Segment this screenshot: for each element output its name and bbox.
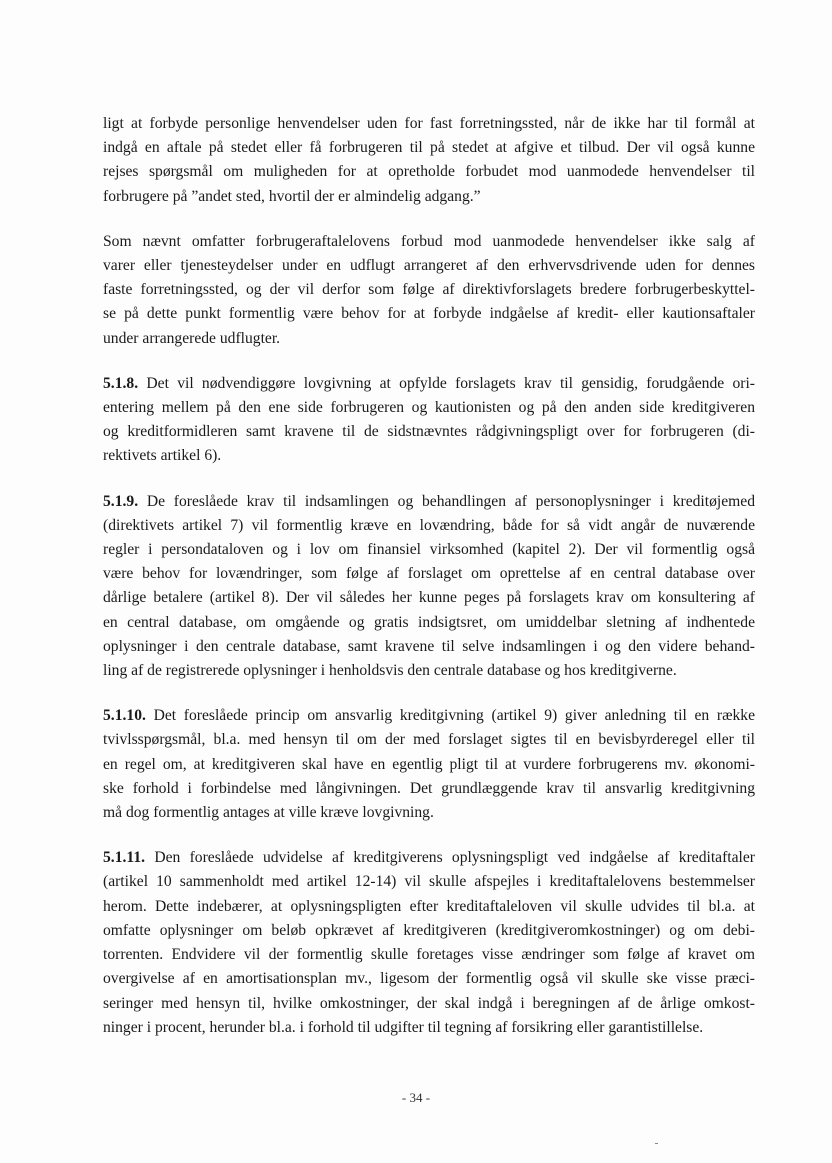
paragraph-line (103, 444, 755, 468)
paragraph (103, 372, 755, 469)
paragraph-line (103, 919, 755, 943)
line-text: og kreditformidleren samt kravene til de sidstnævntes rådgivningspligt over for forbrugeren (di- (103, 423, 755, 441)
line-text: en central database, om omgående og gratis indsigtsret, om umiddelbar sletning af indhentede (103, 613, 755, 631)
paragraph-line (103, 562, 755, 586)
page-number: - 34 - (401, 1090, 431, 1105)
line-text: Det foreslåede princip om ansvarlig kreditgivning (artikel 9) giver anledning til en række (153, 707, 755, 725)
paragraph-line (103, 230, 755, 254)
paragraph-line (103, 611, 755, 635)
line-text: være behov for lovændringer, som følge af forslaget om oprettelse af en central database over (103, 565, 755, 583)
paragraph-line (103, 420, 755, 444)
line-text: indgå en aftale på stedet eller få forbrugeren til på stedet at afgive et tilbud. Der vil også kunne (103, 139, 755, 157)
paragraph-line (103, 635, 755, 659)
paragraph-line (103, 160, 755, 184)
paragraph-line (103, 372, 755, 396)
section-number: 5.1.9. (103, 492, 139, 510)
paragraph-line (103, 327, 755, 351)
paragraph-line (103, 992, 755, 1016)
paragraph (103, 704, 755, 825)
paragraph-line (103, 895, 755, 919)
paragraph-line (103, 586, 755, 610)
scan-speck (655, 1143, 658, 1144)
line-text: rejses spørgsmål om muligheden for at opretholde forbudet mod uanmodede henvendelser til (103, 163, 755, 181)
line-text: forbrugere på ”andet sted, hvortil der er almindelig adgang.” (103, 187, 481, 205)
line-text: ligt at forbyde personlige henvendelser uden for fast forretningssted, når de ikke har til formål at (103, 115, 755, 132)
paragraph (103, 490, 755, 684)
paragraph-line (103, 278, 755, 302)
line-text: faste forretningssted, og der vil derfor som følge af direktivforslagets bredere forbrugerbeskyttel- (103, 281, 755, 299)
line-text: (direktivets artikel 7) vil formentlig kræve en lovændring, både for så vidt angår de nuværende (103, 516, 755, 534)
paragraph-line (103, 704, 755, 728)
line-text: varer eller tjenesteydelser under en udflugt arrangeret af den erhvervsdrivende uden for dennes (103, 257, 755, 275)
line-text: må dog formentlig antages at ville kræve lovgivning. (103, 804, 434, 822)
paragraph-line (103, 846, 755, 870)
section-number: 5.1.8. (103, 374, 139, 392)
paragraph-line (103, 302, 755, 326)
line-text: omfatte oplysninger om beløb opkrævet af kreditgiveren (kreditgiveromkostninger) og om debi- (103, 921, 755, 939)
paragraph-line (103, 943, 755, 967)
line-text: herom. Dette indebærer, at oplysningspligten efter kreditaftaleloven vil skulle udvides til bl.a. at (103, 897, 755, 915)
line-text: ske forhold i forbindelse med långivningen. Det grundlæggende krav til ansvarlig kreditgivning (103, 779, 755, 797)
paragraph-line (103, 490, 755, 514)
paragraph-line (103, 659, 755, 683)
line-text: overgivelse af en amortisationsplan mv., ligesom der formentlig også vil skulle ske visse præci- (103, 970, 755, 988)
line-text: tvivlsspørgsmål, bl.a. med hensyn til om der med forslaget sigtes til en bevisbyrderegel eller til (103, 731, 755, 749)
paragraph-line (103, 777, 755, 801)
line-text: ninger i procent, herunder bl.a. i forhold til udgifter til tegning af forsikring eller garantistillelse. (103, 1018, 704, 1036)
paragraph-line (103, 753, 755, 777)
line-text: ling af de registrerede oplysninger i henholdsvis den centrale database og hos kreditgiverne. (103, 662, 677, 680)
line-text: seringer med hensyn til, hvilke omkostninger, der skal indgå i beregningen af de årlige omkost- (103, 994, 755, 1012)
paragraph-line (103, 185, 755, 209)
line-text: torrenten. Endvidere vil der formentlig skulle foretages visse ændringer som følge af kravet om (103, 946, 755, 964)
paragraph-line (103, 254, 755, 278)
paragraph-line (103, 136, 755, 160)
line-text: entering mellem på den ene side forbrugeren og kautionisten og på den anden side kreditgiveren (103, 399, 755, 417)
line-text: en regel om, at kreditgiveren skal have en egentlig pligt til at vurdere forbrugerens mv. økonomi- (103, 755, 755, 773)
line-text: regler i persondataloven og i lov om finansiel virksomhed (kapitel 2). Der vil formentlig også (103, 541, 755, 559)
paragraph-line (103, 967, 755, 991)
line-text: Som nævnt omfatter forbrugeraftalelovens forbud mod uanmodede henvendelser ikke salg af (103, 232, 755, 250)
section-number: 5.1.10. (103, 707, 146, 725)
paragraph-line (103, 396, 755, 420)
line-text: Det vil nødvendiggøre lovgivning at opfylde forslagets krav til gensidig, forudgående ori- (146, 374, 755, 392)
line-text: dårlige betalere (artikel 8). Der vil således her kunne peges på forslagets krav om konsultering af (103, 589, 755, 607)
line-text: under arrangerede udflugter. (103, 329, 281, 347)
paragraph-line (103, 870, 755, 894)
line-text: oplysninger i den centrale database, samt kravene til selve indsamlingen i og den videre behand- (103, 637, 755, 655)
paragraph-line (103, 801, 755, 825)
paragraph-line (103, 514, 755, 538)
section-number: 5.1.11. (103, 849, 146, 867)
document-body (103, 112, 755, 1061)
paragraph-line (103, 538, 755, 562)
paragraph-line (103, 112, 755, 136)
line-text: se på dette punkt formentlig være behov for at forbyde indgåelse af kredit- eller kautionsaftaler (103, 305, 755, 323)
line-text: Den foreslåede udvidelse af kreditgiverens oplysningspligt ved indgåelse af kreditaftaler (154, 849, 755, 867)
line-text: De foreslåede krav til indsamlingen og behandlingen af personoplysninger i kreditøjemed (146, 492, 755, 510)
paragraph (103, 846, 755, 1040)
paragraph (103, 112, 755, 209)
paragraph-line (103, 1016, 755, 1040)
paragraph-line (103, 728, 755, 752)
line-text: rektivets artikel 6). (103, 447, 222, 465)
paragraph (103, 230, 755, 351)
line-text: (artikel 10 sammenholdt med artikel 12-14) vil skulle afspejles i kreditaftalelovens bestemmelser (103, 873, 755, 891)
